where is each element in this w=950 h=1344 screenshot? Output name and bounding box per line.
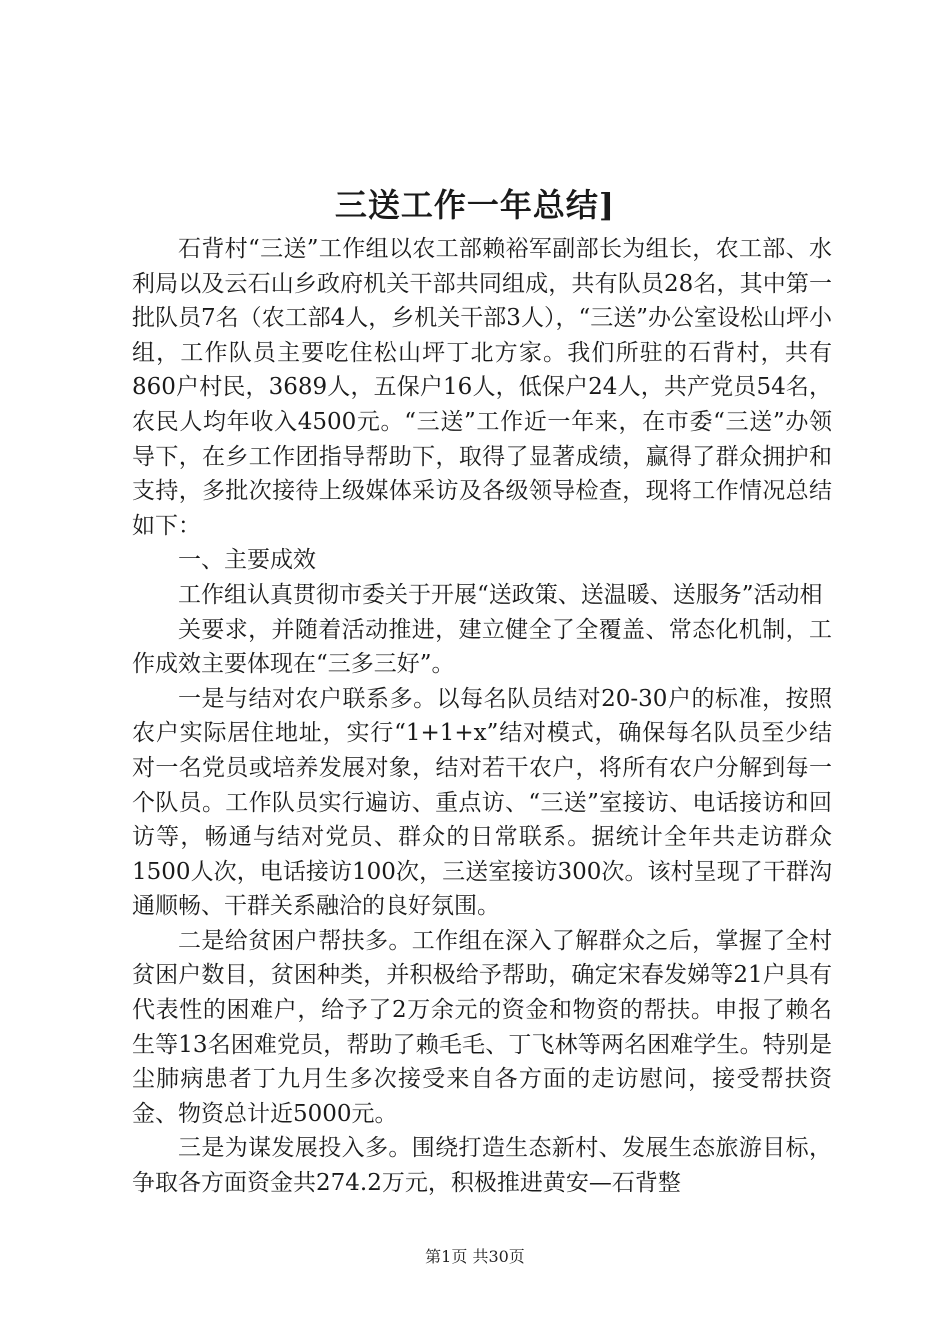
document-title: 三送工作一年总结]	[334, 186, 616, 224]
paragraph-intro: 石背村“三送”工作组以农工部赖裕军副部长为组长，农工部、水利局以及云石山乡政府机关干部共同组成，共有队员28名，其中第一批队员7名（农工部4人，乡机关干部3人），“三送”办公室设松山坪小组，工作队员主要吃住松山坪丁北方家。我们所驻的石背村，共有860户村民，3689人，五保户16人，低保户24人，共产党员54名，农民人均年收入4500元。“三送”工作近一年来，在市委“三送”办领导下，在乡工作团指导帮助下，取得了显著成绩，赢得了群众拥护和支持，多批次接待上级媒体采访及各级领导检查，现将工作情况总结如下：	[132, 236, 832, 539]
paragraph-point-two: 二是给贫困户帮扶多。工作组在深入了解群众之后，掌握了全村贫困户数目，贫困种类，并积极给予帮助，确定宋春发娣等21户具有代表性的困难户，给予了2万余元的资金和物资的帮扶。申报了赖名生等13名困难党员，帮助了赖毛毛、丁飞林等两名困难学生。特别是尘肺病患者丁九月生多次接受来自各方面的走访慰问，接受帮扶资金、物资总计近5000元。	[132, 927, 832, 1127]
page-footer: 第1页 共30页	[425, 1247, 525, 1266]
paragraph-point-three: 三是为谋发展投入多。围绕打造生态新村、发展生态旅游目标，争取各方面资金共274.2万元，积极推进黄安—石背整	[132, 1135, 832, 1197]
paragraph-point-one: 一是与结对农户联系多。以每名队员结对20-30户的标准，按照农户实际居住地址，实行“1+1+x”结对模式，确保每名队员至少结对一名党员或培养发展对象，结对若干农户，将所有农户分解到每一个队员。工作队员实行遍访、重点访、“三送”室接访、电话接访和回访等，畅通与结对党员、群众的日常联系。据统计全年共走访群众1500人次，电话接访100次，三送室接访300次。该村呈现了干群沟通顺畅、干群关系融洽的良好氛围。	[132, 685, 832, 920]
section-heading: 一、主要成效	[178, 547, 316, 574]
paragraph-fragment: 工作组认真贯彻市委关于开展“送政策、送温暖、送服务”活动相	[178, 581, 823, 608]
document-body	[132, 232, 832, 1201]
paragraph-continuation: 关要求，并随着活动推进，建立健全了全覆盖、常态化机制，工作成效主要体现在“三多三好”。	[132, 616, 832, 678]
